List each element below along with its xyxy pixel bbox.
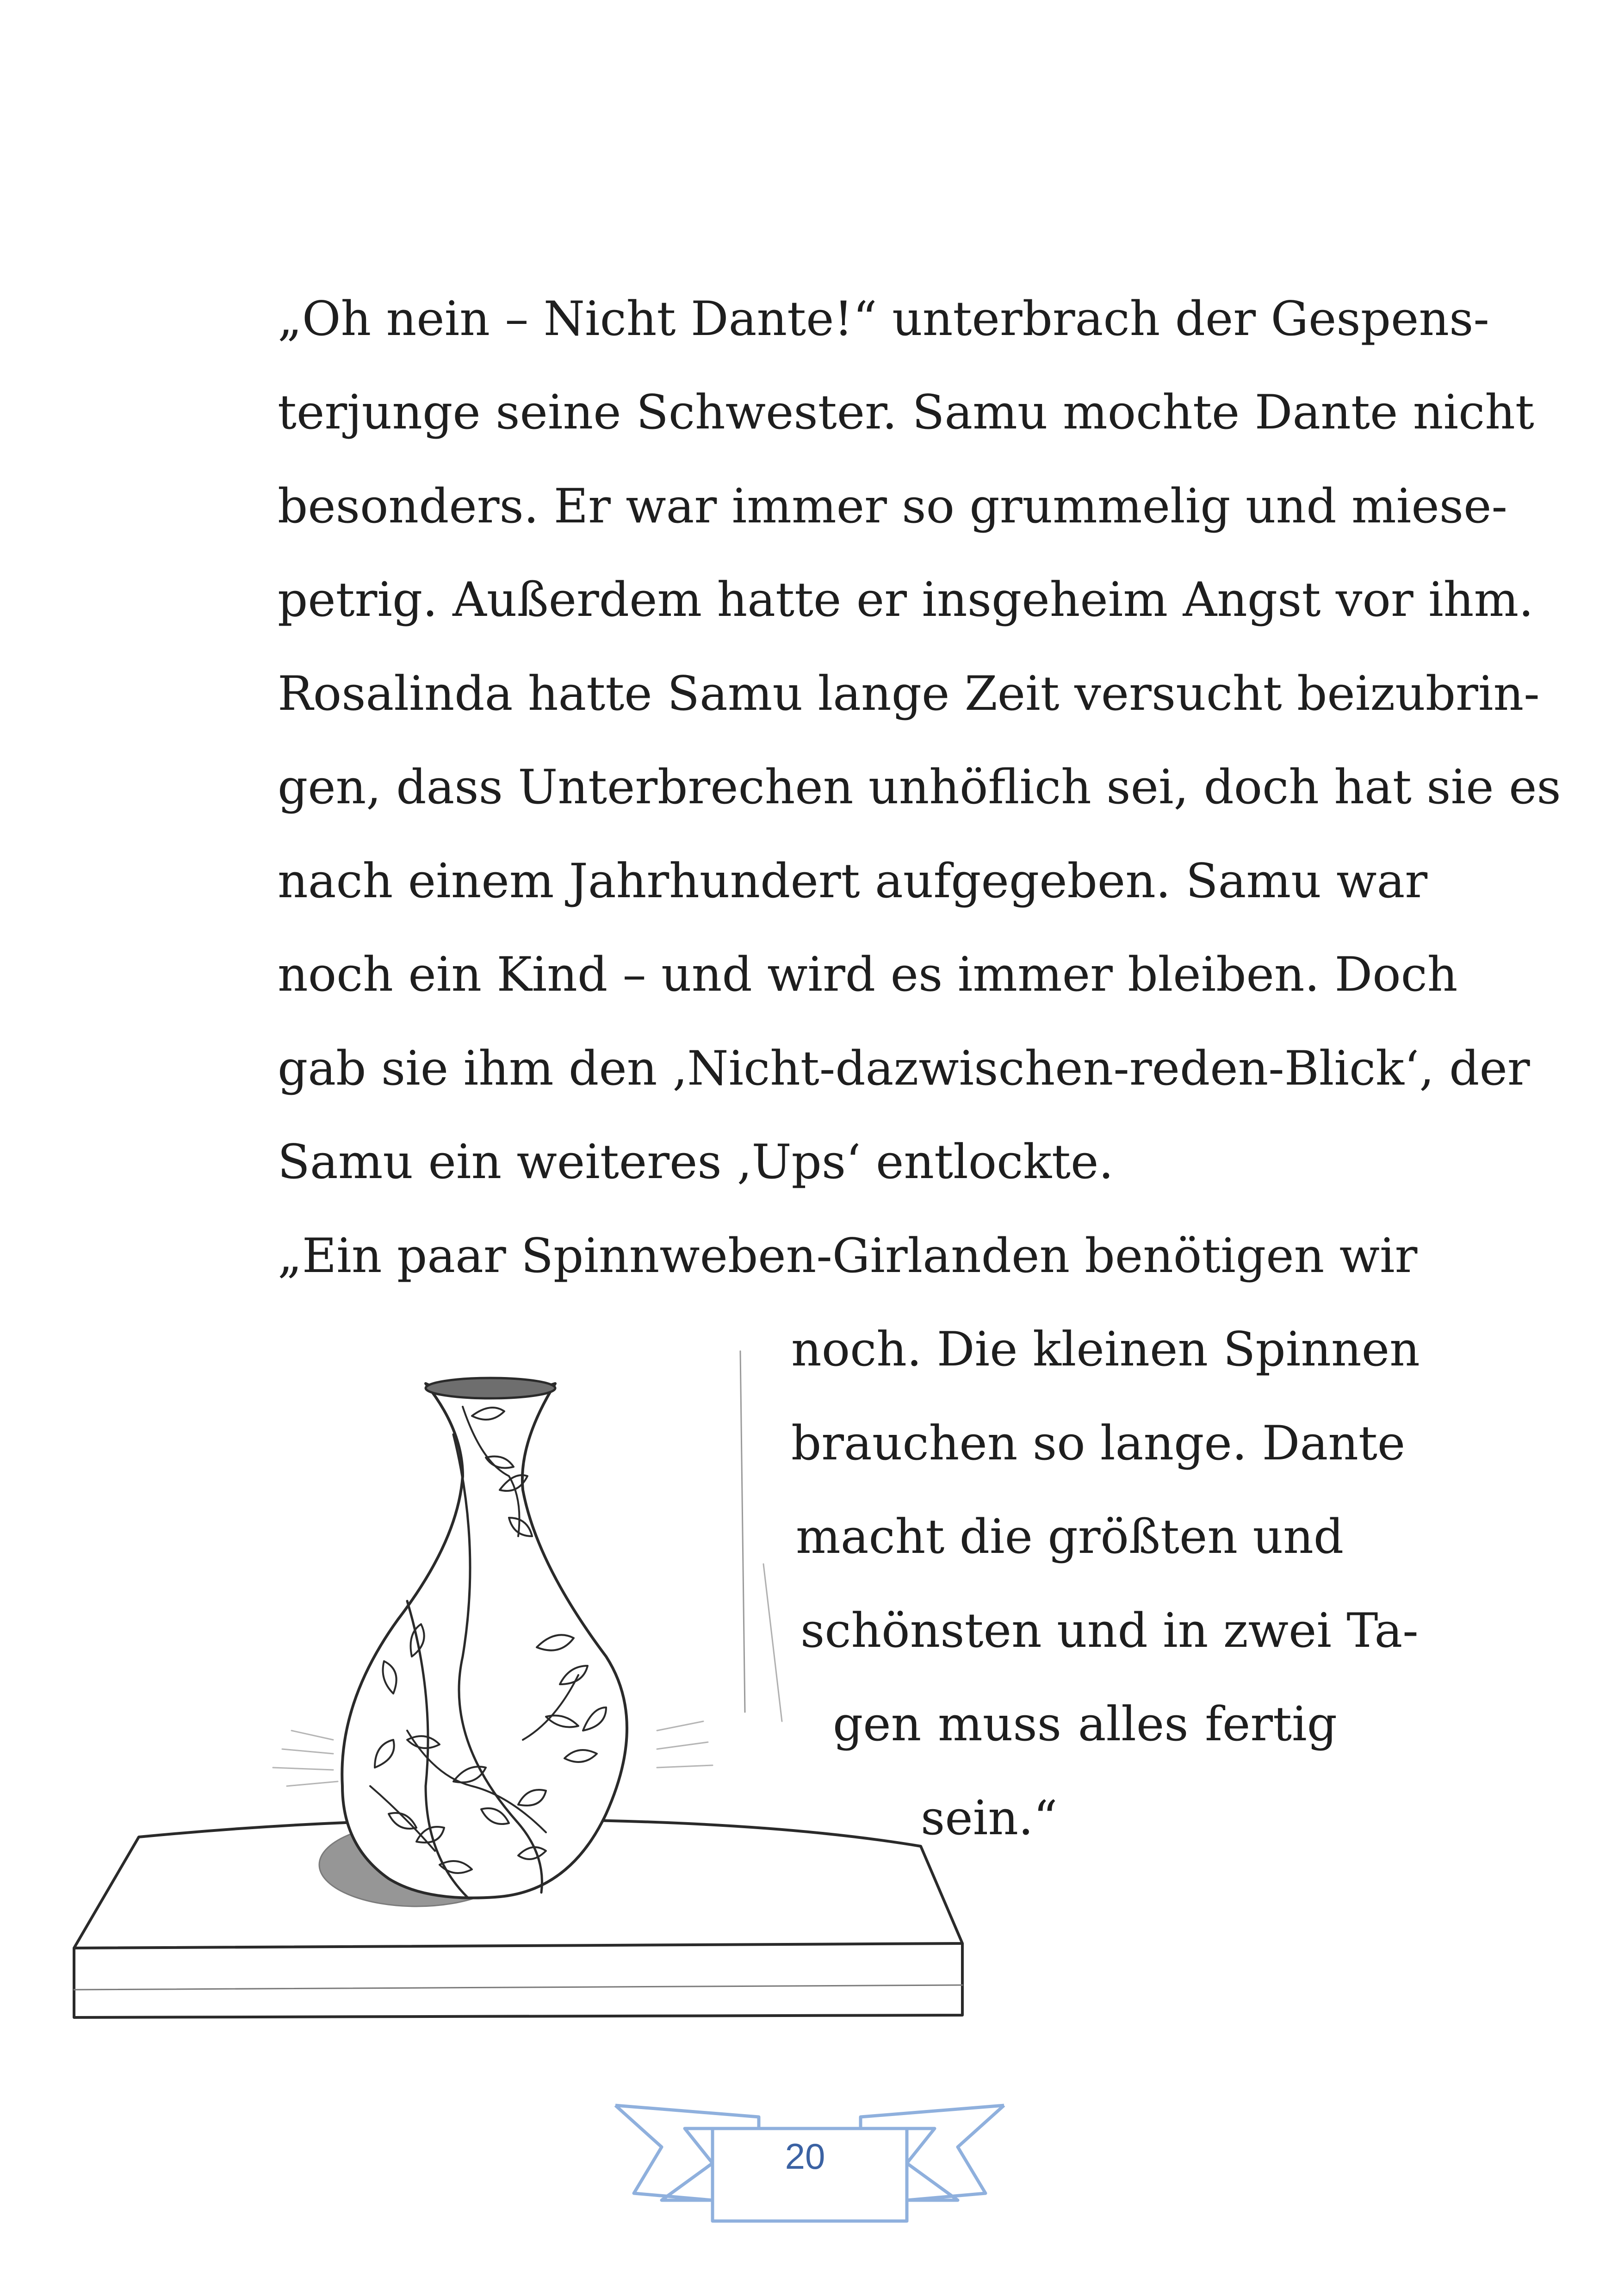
text-line-4: petrig. Außerdem hatte er insgeheim Angst vor ihm. (278, 572, 1534, 627)
vase-illustration (56, 1323, 1004, 2027)
text-line-13: brauchen so lange. Dante (791, 1416, 1406, 1471)
text-line-2: terjunge seine Schwester. Samu mochte Dante nicht (278, 385, 1534, 440)
text-line-3: besonders. Er war immer so grummelig und miese- (278, 479, 1507, 534)
text-line-1: „Oh nein – Nicht Dante!“ unterbrach der Gespens- (278, 292, 1489, 347)
text-line-7: nach einem Jahrhundert aufgegeben. Samu war (278, 854, 1428, 909)
text-line-17: sein.“ (921, 1791, 1058, 1846)
text-line-10: Samu ein weiteres ‚Ups‘ entlockte. (278, 1135, 1114, 1190)
text-line-5: Rosalinda hatte Samu lange Zeit versucht beizubrin- (278, 666, 1540, 721)
text-line-14: macht die größten und (796, 1509, 1344, 1564)
text-line-9: gab sie ihm den ‚Nicht-dazwischen-reden-Blick‘, der (278, 1041, 1530, 1096)
text-line-6: gen, dass Unterbrechen unhöflich sei, doch hat sie es (278, 760, 1561, 815)
text-line-12: noch. Die kleinen Spinnen (791, 1322, 1420, 1377)
page-number: 20 (785, 2136, 825, 2177)
text-line-16: gen muss alles fertig (833, 1697, 1337, 1752)
text-line-8: noch ein Kind – und wird es immer bleiben. Doch (278, 947, 1458, 1002)
text-line-11: „Ein paar Spinnweben-Girlanden benötigen wir (278, 1229, 1418, 1284)
text-line-15: schönsten und in zwei Ta- (800, 1603, 1419, 1658)
